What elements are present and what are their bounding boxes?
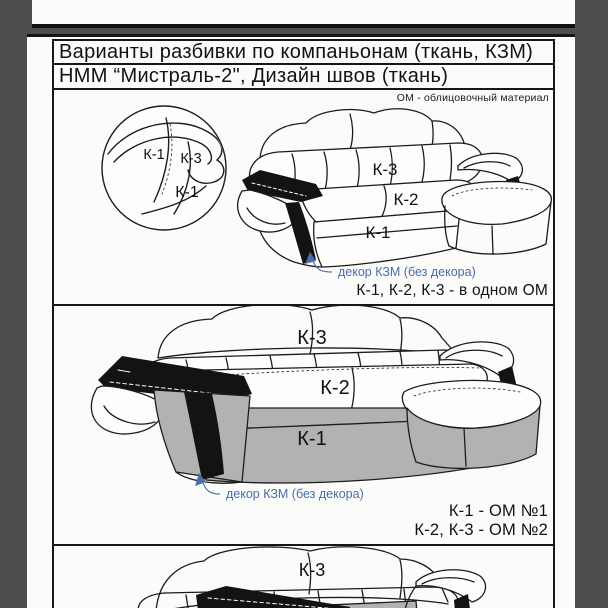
label-base-k1: К-1 — [297, 428, 327, 450]
section2-caption-line1: К-1 - ОМ №1 — [448, 502, 548, 520]
previous-page-edge — [32, 0, 575, 28]
label-seat-k2: К-2 — [393, 190, 419, 209]
section2-caption-line2: К-2, К-3 - ОМ №2 — [414, 521, 548, 539]
detail-circle — [102, 106, 226, 230]
sofa-1-line-art — [238, 109, 552, 267]
label-back-k3: К-3 — [298, 560, 326, 580]
label-seat-k2: К-2 — [320, 377, 350, 399]
detail-label-k1-lower: К-1 — [175, 184, 199, 201]
annotation-text: декор КЗМ (без декора) — [226, 487, 364, 501]
sofa-3-labels — [299, 560, 326, 580]
content-frame — [52, 39, 555, 608]
document-page — [27, 34, 575, 608]
label-back-k3: К-3 — [372, 160, 398, 179]
label-base-k1: К-1 — [365, 223, 391, 242]
detail-label-k1-upper: К-1 — [143, 147, 165, 163]
om-material-note: ОМ - облицовочный материал — [396, 92, 549, 104]
detail-label-k3: К-3 — [180, 151, 202, 167]
sofa-diagram-3 — [54, 546, 553, 608]
section2-caption — [414, 502, 548, 540]
document-subtitle-text: НММ “Мистраль-2", Дизайн швов (ткань) — [59, 65, 449, 87]
detail-circle-outline — [102, 106, 226, 230]
section-variant-2 — [54, 306, 553, 546]
annotation-text: декор КЗМ (без декора) — [338, 265, 476, 279]
section1-caption: К-1, К-2, К-3 - в одном ОМ — [356, 282, 548, 299]
label-back-k3: К-3 — [297, 327, 327, 349]
document-subtitle — [54, 65, 553, 90]
section-variant-1 — [54, 90, 553, 306]
document-title-text: Варианты разбивки по компаньонам (ткань, КЗМ) — [59, 40, 534, 63]
sofa-diagram-1 — [54, 90, 553, 304]
section-variant-3 — [54, 546, 553, 608]
document-title — [54, 41, 553, 65]
